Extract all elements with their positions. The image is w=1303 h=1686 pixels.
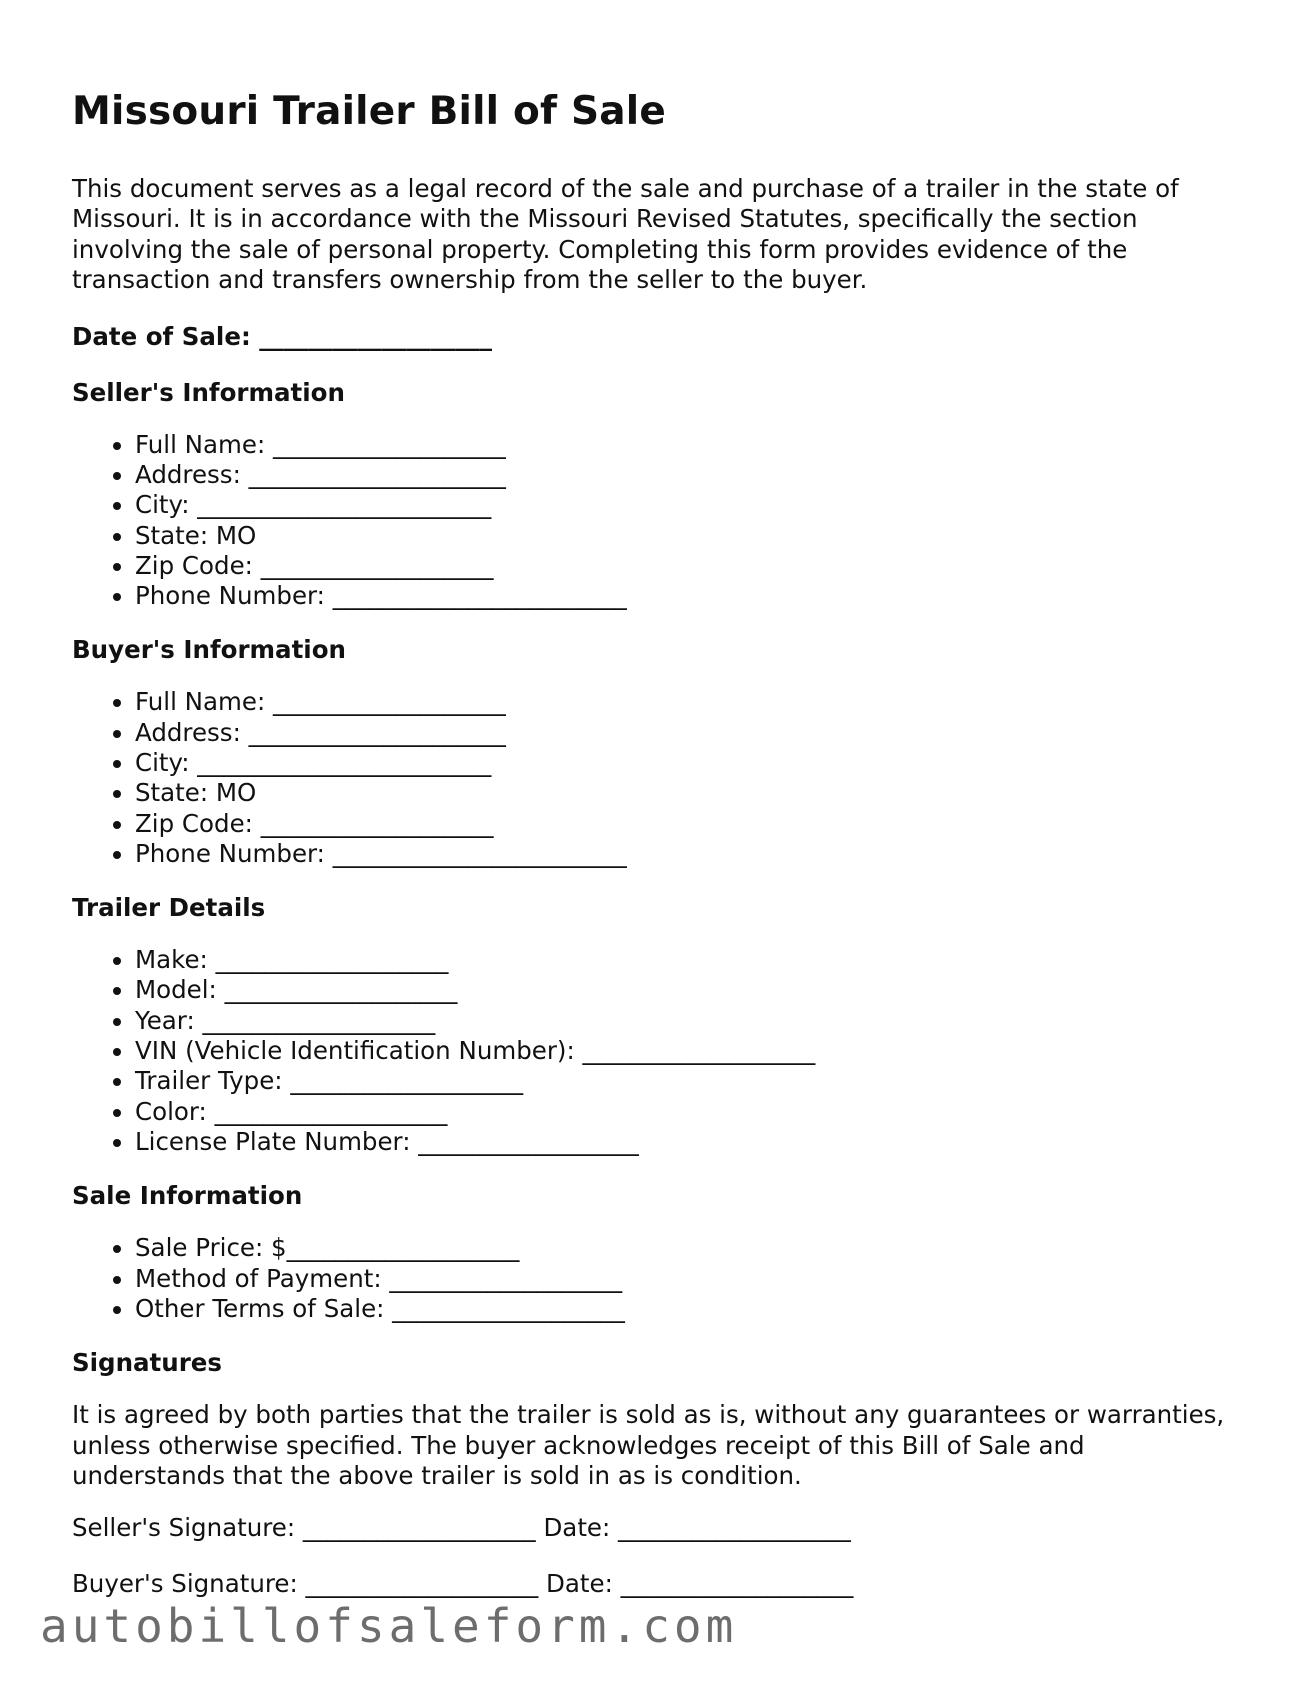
buyer-zip: • Zip Code: ___________________: [135, 809, 1232, 839]
trailer-year: • Year: ___________________: [135, 1006, 1232, 1036]
trailer-color: • Color: ___________________: [135, 1097, 1232, 1127]
date-of-sale-field: Date of Sale: ___________________: [72, 321, 493, 351]
buyer-phone: • Phone Number: ________________________: [135, 839, 1232, 869]
document-page: [72, 88, 1232, 1625]
seller-info-list: [72, 430, 1232, 612]
seller-zip: • Zip Code: ___________________: [135, 551, 1232, 581]
trailer-model: • Model: ___________________: [135, 975, 1232, 1005]
trailer-vin: • VIN (Vehicle Identification Number): ___________________: [135, 1036, 1232, 1066]
seller-full-name: • Full Name: ___________________: [135, 430, 1232, 460]
trailer-license-plate: • License Plate Number: __________________: [135, 1127, 1232, 1157]
buyer-full-name: • Full Name: ___________________: [135, 687, 1232, 717]
intro-paragraph: This document serves as a legal record of the sale and purchase of a trailer in the state of Missouri. It is in accordance with the Missouri Revised Statutes, specifically the section involving the sale of personal property. Completing this form provides evidence of the transaction and transfers ownership from the seller to the buyer.: [72, 174, 1179, 295]
seller-address: • Address: _____________________: [135, 460, 1232, 490]
sale-heading: Sale Information: [72, 1181, 303, 1211]
signatures-paragraph: It is agreed by both parties that the trailer is sold as is, without any guarantees or warranties, unless otherwise specified. The buyer acknowledges receipt of this Bill of Sale and understands that the above trailer is sold in as is condition.: [72, 1400, 1225, 1490]
buyer-info-list: [72, 687, 1232, 869]
seller-city: • City: ________________________: [135, 490, 1232, 520]
seller-signature-line: Seller's Signature: ___________________ Date: ___________________: [72, 1513, 851, 1543]
document-title: Missouri Trailer Bill of Sale: [72, 89, 666, 134]
sale-other-terms: • Other Terms of Sale: ___________________: [135, 1294, 1232, 1324]
buyer-address: • Address: _____________________: [135, 718, 1232, 748]
trailer-heading: Trailer Details: [72, 893, 266, 923]
seller-state: • State: MO: [135, 521, 1232, 551]
sale-price: • Sale Price: $___________________: [135, 1233, 1232, 1263]
sale-info-list: [72, 1233, 1232, 1324]
trailer-details-list: [72, 945, 1232, 1157]
buyer-state: • State: MO: [135, 778, 1232, 808]
trailer-type: • Trailer Type: ___________________: [135, 1066, 1232, 1096]
trailer-make: • Make: ___________________: [135, 945, 1232, 975]
buyer-signature-line: Buyer's Signature: ___________________ Date: ___________________: [72, 1569, 854, 1599]
signatures-heading: Signatures: [72, 1348, 222, 1378]
seller-heading: Seller's Information: [72, 377, 345, 407]
buyer-city: • City: ________________________: [135, 748, 1232, 778]
buyer-heading: Buyer's Information: [72, 635, 346, 665]
watermark-text: autobillofsaleform.com: [40, 1599, 738, 1653]
seller-phone: • Phone Number: ________________________: [135, 581, 1232, 611]
sale-payment-method: • Method of Payment: ___________________: [135, 1264, 1232, 1294]
